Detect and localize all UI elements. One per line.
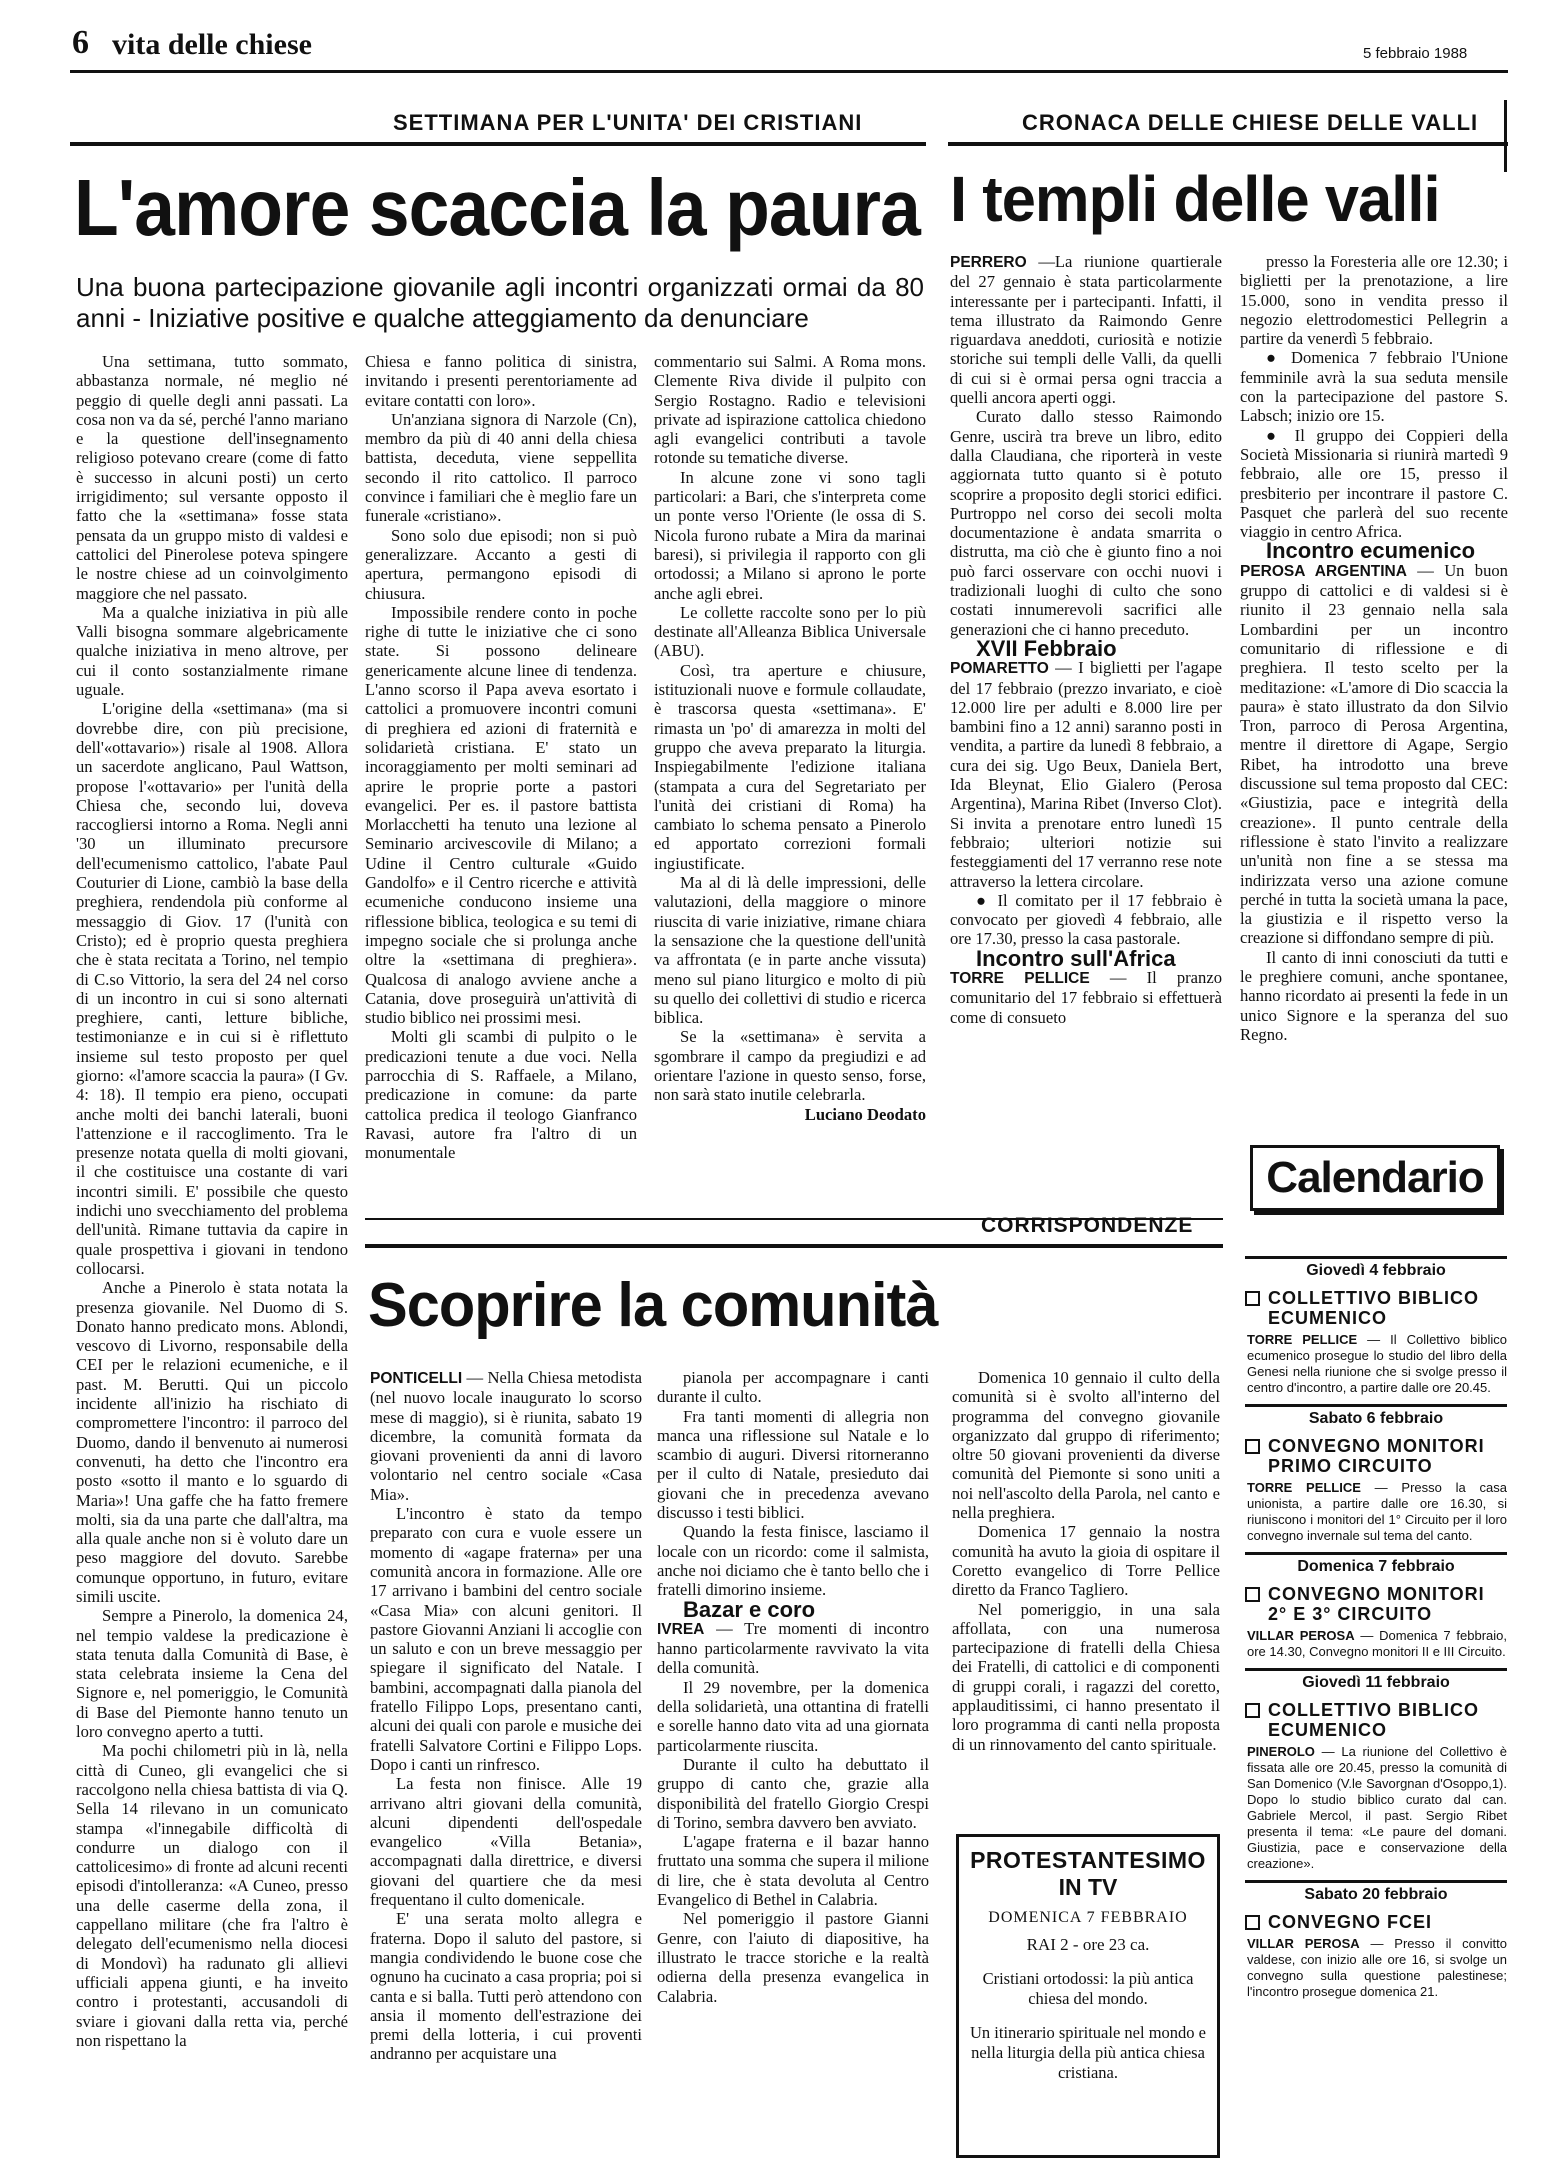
calendar-day: Sabato 20 febbraio: [1245, 1880, 1507, 1906]
paragraph-text: E' una serata molto allegra e fraterna. Dopo il saluto del pastore, si mangia condividendo le buone cose che ognuno ha cucinato a casa propria; poi si canta e si balla. Tutti però attendono con ansia il momento dell'estrazione dei premi della lotteria, i cui proventi andranno per acquistare una: [370, 1909, 642, 2064]
calendar-place: PINEROLO: [1247, 1744, 1315, 1759]
calendar-event: [1245, 1584, 1507, 1624]
page-number: 6: [72, 24, 89, 61]
main-kicker-rule: [70, 142, 926, 146]
paragraph: [1240, 348, 1508, 425]
subheading: Bazar e coro: [683, 1596, 816, 1622]
paragraph-text: Durante il culto ha debuttato il gruppo di canto che, grazie alla disponibilità del fratello Giorgio Crespi di Torino, sembra davvero ben avviato.: [657, 1754, 929, 1832]
calendar-day: Sabato 6 febbraio: [1245, 1404, 1507, 1430]
author-signature: Luciano Deodato: [804, 1104, 926, 1124]
calendar-day: Giovedì 4 febbraio: [1245, 1256, 1507, 1282]
issue-date: 5 febbraio 1988: [1363, 45, 1468, 62]
calendar-text: — La riunione del Collettivo è fissata alle ore 20.45, presso la comunità di San Domenico (V.le Savorgnan d'Osoppo,1). Dopo lo studio biblico curato dal can. Gabriele Mercol, il past. Sergio Ribet presenta il tema: «Le paure del domani. Giustizia, pace e conservazione della creazione».: [1247, 1744, 1507, 1871]
main-kicker: SETTIMANA PER L'UNITA' DEI CRISTIANI: [393, 110, 863, 135]
masthead-rule: [70, 70, 1508, 73]
main-subheadline: Una buona partecipazione giovanile agli incontri organizzati ormai da 80 anni - Iniziative positive e qualche atteggiamento da denunciare: [76, 272, 924, 333]
calendar-event-title: CONVEGNO MONITORI 2° E 3° CIRCUITO: [1268, 1584, 1485, 1624]
paragraph-text: L'incontro è stato da tempo preparato con cura e vuole essere un momento di «agape fraterna» per una comunità ancora in formazione. Alle ore 17 arrivano i bambini del centro sociale «Casa Mia» con alcuni genitori. Il pastore Giovanni Anziani li accoglie con un saluto e con un breve messaggio per spiegare il significato del Natale. I bambini, accompagnati dalla pianola del fratello Filippo Lops, presentano canti, alcuni dei quali con parole e musiche dei fratelli Salvatore Cortini e Filippo Lops. Dopo i canti un rinfresco.: [370, 1504, 642, 1774]
calendar-event-title: CONVEGNO MONITORI PRIMO CIRCUITO: [1268, 1436, 1485, 1476]
paragraph: [657, 1522, 929, 1599]
calendar-event: [1245, 1436, 1507, 1476]
tv-channel: RAI 2 - ore 23 ca.: [1026, 1935, 1150, 1954]
place-name: TORRE PELLICE: [950, 969, 1090, 987]
paragraph: [657, 1368, 929, 1407]
paragraph-text: — Un buon gruppo di cattolici e di valdesi si è riunito il 23 gennaio nella sala Lombardini per un incontro comunitario di riflessione e di preghiera. Il testo scelto per la meditazione: «L'amore di Dio scaccia la paura» è stato illustrato da don Silvio Tron, parroco di Perosa Argentina, mentre il direttore di Agape, Sergio Ribet, ha introdotto una breve discussione sul tema proposto dal CEC: «Giustizia, pace e integrità della creazione». Il punto centrale della riflessione è stato l'invito a realizzare un'unità non fine a se stessa ma indirizzata verso una azione comune perché in tutta la società umana la pace, la giustizia e il rispetto verso la creazione si diffondano sempre di più.: [1240, 560, 1508, 948]
tv-date: DOMENICA 7 FEBBRAIO: [988, 1909, 1188, 1926]
checkbox-icon: [1245, 1587, 1260, 1602]
valli-column-2: [1240, 252, 1508, 1082]
subheading: Incontro ecumenico: [1266, 538, 1476, 564]
paragraph: Una settimana, tutto sommato, abbastanza normale, né meglio né peggio di quelle degli anni passati. La cosa non va da sé, perché l'anno mariano e la questione dell'insegnamento religioso potevano creare (come di fatto è successo in alcuni posti) un certo irrigidimento; sul versante opposto il fatto che la «settimana» fosse stata pensata da un gruppo misto di valdesi e cattolici del Pinerolese poteva spingere le nostre chiese ad un coinvolgimento maggiore che nel passato.: [76, 352, 348, 603]
paragraph: [952, 1522, 1220, 1599]
checkbox-icon: [1245, 1915, 1260, 1930]
valli-kicker-rule: [948, 142, 1508, 146]
calendar-text: — Presso la casa unionista, a partire dalle ore 16.30, si riuniscono i monitori del 1° Circuito per il loro convegno invernale sul tema del canto.: [1247, 1480, 1507, 1543]
paragraph: [952, 1368, 1220, 1522]
paragraph-text: —La riunione quartierale del 27 gennaio è stata particolarmente interessante per i partecipanti. Infatti, il tema illustrato da Raimondo Genre riguardava aneddoti, curiosità e notizie storiche sui templi delle Valli, da quelli di cui si è ormai persa ogni traccia a quelli ancora aperti oggi.: [950, 252, 1222, 408]
calendar-event: [1245, 1912, 1507, 1932]
paragraph-text: La festa non finisce. Alle 19 arrivano altri giovani della comunità, alcuni dipendenti dell'ospedale evangelico «Villa Betania», accompagnati dalla direttrice, e diversi giovani del quartiere che da mesi frequentano il culto domenicale.: [370, 1774, 642, 1910]
paragraph: [950, 658, 1222, 891]
calendar-description: [1245, 1628, 1507, 1660]
paragraph: [950, 252, 1222, 407]
paragraph-text: Il 29 novembre, per la domenica della solidarietà, una ottantina di fratelli e sorelle hanno dato vita ad una giornata particolarmente riuscita.: [657, 1677, 929, 1755]
main-column-3: [654, 352, 926, 1210]
paragraph-text: Nel pomeriggio, in una sala affollata, con una numerosa partecipazione di fratelli della Chiesa dei Fratelli, di cattolici e di componenti di gruppi corali, i ragazzi del coretto, applauditissimi, ci hanno presentato il loro programma di canti nella proposta di un rinnovamento del canto spirituale.: [952, 1599, 1220, 1754]
paragraph: In alcune zone vi sono tagli particolari: a Bari, che s'interpreta come un ponte verso l'Oriente (le ossa di S. Nicola furono rubate a Mira da marinai baresi), si privilegia il rapporto con gli ortodossi; a Milano si aprono le porte anche agli ebrei.: [654, 467, 926, 603]
tv-paragraph-2: Un itinerario spirituale nel mondo e nella liturgia della più antica chiesa cristiana.: [970, 2023, 1206, 2082]
paragraph: Ma a qualche iniziativa in più alle Valli bisogna sommare algebricamente qualche iniziativa in meno altrove, per cui il conto sostanzialmente rimane uguale.: [76, 602, 348, 700]
paragraph: Molti gli scambi di pulpito o le predicazioni tenute a due voci. Nella parrocchia di S. Raffaele, a Milano, predicazione in comune: da parte cattolica predica il teologo Gianfranco Ravasi, autore fra l'altro di un monumentale: [365, 1027, 637, 1163]
subheading: Incontro sull'Africa: [976, 945, 1176, 971]
tv-title-2: IN TV: [1058, 1874, 1118, 1900]
place-name: PEROSA ARGENTINA: [1240, 562, 1407, 580]
corr-headline: Scoprire la comunità: [368, 1271, 938, 1340]
paragraph-text: presso la Foresteria alle ore 12.30; i biglietti per la prenotazione, a lire 15.000, sono in vendita presso il negozio elettrodomestici Pellegrin a partire da venerdì 5 febbraio.: [1240, 252, 1508, 349]
valli-headline: I templi delle valli: [950, 163, 1440, 235]
paragraph: Le collette raccolte sono per lo più destinate all'Alleanza Biblica Universale (ABU).: [654, 602, 926, 661]
paragraph: [657, 1832, 929, 1909]
calendar-place: VILLAR PEROSA: [1247, 1628, 1355, 1643]
corr-kicker: CORRISPONDENZE: [981, 1214, 1194, 1237]
calendar-event-title: COLLETTIVO BIBLICO ECUMENICO: [1268, 1288, 1479, 1328]
calendar-place: VILLAR PEROSA: [1247, 1936, 1360, 1951]
corr-column-3: [952, 1368, 1220, 1818]
calendar-text: — Presso il convitto valdese, con inizio alle ore 16, si svolge un convegno sulla questione palestinese; l'incontro prosegue domenica 21.: [1247, 1936, 1507, 1999]
paragraph: [657, 1619, 929, 1678]
paragraph: Impossibile rendere conto in poche righe di tutte le iniziative che ci sono state. Si possono delineare genericamente alcune linee di tendenza. L'anno scorso il Papa aveva esortato i cattolici a promuovere incontri comuni di preghiera ed azioni di fraternità e solidarietà cristiana. E' stato un incoraggiamento per molti seminari ad aprire le proprie porte a pastori evangelici. Per es. il pastore battista Morlacchetti ha tenuto una lezione al Seminario arcivescovile di Milano; a Udine il Centro culturale «Guido Gandolfo» e il Centro ricerche e attività ecumeniche conducono insieme una riflessione biblica, teologica e su temi di impegno sociale che si prolunga anche oltre la «settimana di preghiera». Qualcosa di analogo avviene anche a Catania, dove proseguirà un'attività di studio biblico nei prossimi mesi.: [365, 602, 637, 1028]
place-name: IVREA: [657, 1620, 705, 1638]
calendar-text: — Domenica 7 febbraio, ore 14.30, Convegno monitori II e III Circuito.: [1247, 1628, 1507, 1659]
paragraph: Sempre a Pinerolo, la domenica 24, nel tempio valdese la predicazione è stata tenuta dalla Comunità di Base, è stata celebrata insieme la Cena del Signore e, nel pomeriggio, le Comunità di Base del Piemonte hanno tenuto un loro convegno aperto a tutti.: [76, 1606, 348, 1742]
calendar-text: — Il Collettivo biblico ecumenico prosegue lo studio del libro della Genesi nella riunione che si svolge presso il centro d'incontro, a partire dalle ore 20.45.: [1247, 1332, 1507, 1395]
paragraph: Chiesa e fanno politica di sinistra, invitando i presenti perentoriamente ad evitare contatti con loro».: [365, 352, 637, 410]
paragraph: Se la «settimana» è servita a sgombrare il campo da pregiudizi e ad orientare l'azione in questo senso, forse, non sarà stato inutile celebrarla.: [654, 1027, 926, 1105]
valli-side-rule: [1504, 100, 1507, 172]
paragraph: [370, 1909, 642, 2063]
calendar-day: Giovedì 11 febbraio: [1245, 1668, 1507, 1694]
calendar-entry: [1245, 1404, 1507, 1544]
paragraph-text: — I biglietti per l'agape del 17 febbraio (prezzo invariato, e cioè 12.000 lire per adulti e 8.000 lire per bambini fino a 12 anni) saranno posti in vendita, a partire da lunedì 8 febbraio, a cura dei sig. Ugo Beux, Daniela Bert, Ida Bleynat, Elio Gialero (Perosa Argentina), Marina Ribet (Inverso Clot). Si invita a prenotare entro lunedì 15 febbraio; ulteriori notizie sui festeggiamenti del 17 verranno rese note attraverso la lettera circolare.: [950, 658, 1222, 891]
calendar-list: [1245, 1250, 1507, 2150]
paragraph: [657, 1755, 929, 1832]
calendar-day: Domenica 7 febbraio: [1245, 1552, 1507, 1578]
paragraph: [370, 1368, 642, 1504]
paragraph-text: Fra tanti momenti di allegria non manca una riflessione sul Natale e lo scambio di auguri. Diversi ritorneranno per il culto di Natale, presieduto dai giovani che in precedenza avevano discusso i testi biblici.: [657, 1406, 929, 1523]
paragraph-text: Domenica 10 gennaio il culto della comunità si è svolto all'interno del programma del convegno giovanile organizzato dal gruppo di riferimento; oltre 50 giovani provenienti da diverse comunità del Piemonte si sono uniti a noi nell'ascolto della Parola, nel canto e nella preghiera.: [952, 1368, 1220, 1523]
paragraph: Ma pochi chilometri più in là, nella città di Cuneo, gli evangelici che si raccolgono nella chiesa battista di via Q. Sella 14 rilevano in un comunicato stampa «l'innegabile difficoltà di condurre un dialogo con il cattolicesimo» di fronte ad alcuni recenti episodi d'intolleranza: «A Cuneo, presso una delle caserme della zona, il cappellano militare (che fra l'altro è delegato dell'ecumenismo nella diocesi di Mondovì) ha radunato gli allievi ufficiali appena giunti, e ha inveito contro i protestanti, accusandoli di sviare i giovani dalla retta via, perché non rispettano la: [76, 1741, 348, 2050]
tv-title-1: PROTESTANTESIMO: [970, 1847, 1206, 1873]
paragraph-text: ● Domenica 7 febbraio l'Unione femminile avrà la sua seduta mensile con la partecipazione del pastore S. Labsch; inizio ore 15.: [1240, 348, 1508, 426]
paragraph-text: ● Il comitato per il 17 febbraio è convocato per giovedì 4 febbraio, alle ore 17.30, presso la casa pastorale.: [950, 890, 1222, 949]
calendar-description: [1245, 1480, 1507, 1544]
paragraph: [950, 968, 1222, 1027]
paragraph-text: Quando la festa finisce, lasciamo il locale con un ricordo: come il salmista, anche noi diciamo che è tanto bello che i fratelli dimorino insieme.: [657, 1522, 929, 1600]
valli-kicker: CRONACA DELLE CHIESE DELLE VALLI: [1022, 110, 1479, 135]
paragraph: Sono solo due episodi; non si può generalizzare. Accanto a gesti di apertura, permangono episodi di chiusura.: [365, 525, 637, 603]
paragraph: Così, tra aperture e chiusure, istituzionali nuove e formule collaudate, è trascorsa questa «settimana». E' rimasta un 'po' di amarezza in molti del gruppo che aveva preparato la liturgia. Inspiegabilmente l'edizione italiana (stampata a cura del Segretariato per l'unità dei cristiani di Roma) ha cambiato lo schema pensato a Pinerolo ed apportato correzioni formali ingiustificate.: [654, 660, 926, 873]
calendar-title: Calendario: [1266, 1153, 1484, 1202]
calendar-description: [1245, 1332, 1507, 1396]
paragraph-text: pianola per accompagnare i canti durante il culto.: [657, 1368, 929, 1407]
place-name: PERRERO: [950, 254, 1027, 271]
calendar-entry: [1245, 1256, 1507, 1396]
paragraph: [657, 1909, 929, 2005]
paragraph: [1240, 561, 1508, 948]
paragraph: commentario sui Salmi. A Roma mons. Clemente Riva divide il pulpito con Sergio Rostagno. Radio e televisioni private ad ispirazione cattolica chiedono agli evangelici contributi a tavole rotonde su tematiche diverse.: [654, 352, 926, 468]
main-headline: L'amore scaccia la paura: [74, 163, 920, 252]
paragraph-text: — Nella Chiesa metodista (nel nuovo locale inaugurato lo scorso mese di maggio), si è riunita, sabato 19 dicembre, la comunità formata da giovani provenienti da anni di lavoro volontario nel centro sociale «Casa Mia».: [370, 1368, 642, 1504]
calendar-description: [1245, 1936, 1507, 2000]
paragraph: [370, 1504, 642, 1774]
paragraph: Un'anziana signora di Narzole (Cn), membro da più di 40 anni della chiesa battista, deceduta, viene seppellita secondo il rito cattolico. Il parroco convince i familiari che è meglio fare un funerale «cristiano».: [365, 409, 637, 526]
paragraph: Anche a Pinerolo è stata notata la presenza giovanile. Nel Duomo di S. Donato hanno predicato mons. Ablondi, vescovo di Livorno, responsabile della CEI per le relazioni ecumeniche, e il past. M. Berutti. Qui un piccolo incidente all'inizio ha rischiato di compromettere l'incontro: il parroco del Duomo, dando il benvenuto ai numerosi convenuti, ha detto che l'incontro era posto «sotto il manto e lo sguardo di Maria»! Una gaffe che ha fatto fremere molti, sia da una parte che dall'altra, ma alla quale anche non si è voluto dare un peso maggiore del dovuto. Sarebbe comunque opportuno, in futuro, evitare simili uscite.: [76, 1278, 348, 1606]
tv-box: [956, 1834, 1220, 2158]
paragraph: [1240, 252, 1508, 348]
checkbox-icon: [1245, 1439, 1260, 1454]
calendar-entry: [1245, 1880, 1507, 2000]
paragraph: [657, 1407, 929, 1523]
paragraph: Ma al di là delle impressioni, delle valutazioni, della maggiore o minore riuscita di varie iniziative, rimane chiara la sensazione che la questione dell'unità va affrontata (e in parte anche vissuta) meno sul piano liturgico e molto di più su quello dei collettivi di studio e ricerca biblica.: [654, 873, 926, 1028]
corr-column-2: [657, 1368, 929, 2163]
paragraph-text: ● Il gruppo dei Coppieri della Società Missionaria si riunirà martedì 9 febbraio, alle ore 15, presso il presbiterio per incontrare il pastore C. Pasquet che parlerà del suo recente viaggio in centro Africa.: [1240, 425, 1508, 542]
paragraph-text: Nel pomeriggio il pastore Gianni Genre, con l'aiuto di diapositive, ha illustrato le tracce storiche e la realtà odierna della presenza evangelica in Calabria.: [657, 1909, 929, 2006]
paragraph: [950, 407, 1222, 639]
corr-column-1: [370, 1368, 642, 2163]
paragraph: [1240, 948, 1508, 1044]
corr-kicker-rule: [365, 1244, 1223, 1248]
paragraph: [370, 1774, 642, 1909]
calendar-entry: [1245, 1668, 1507, 1872]
paragraph: [1240, 426, 1508, 542]
subheading: XVII Febbraio: [976, 635, 1117, 661]
paragraph: [657, 1678, 929, 1755]
section-title: vita delle chiese: [112, 28, 312, 61]
calendar-description: [1245, 1744, 1507, 1872]
calendar-title-box: [1250, 1145, 1500, 1211]
calendar-event: [1245, 1700, 1507, 1740]
calendar-place: TORRE PELLICE: [1247, 1480, 1361, 1495]
paragraph: [952, 1600, 1220, 1754]
valli-column-1: [950, 252, 1222, 1172]
paragraph-text: Il canto di inni conosciuti da tutti e le preghiere comuni, anche spontanee, hanno ricordato ai presenti la fede in un unico Signore e la speranza del suo Regno.: [1240, 947, 1508, 1044]
paragraph-text: — Tre momenti di incontro hanno particolarmente ravvivato la vita della comunità.: [657, 1618, 929, 1678]
main-column-1: [76, 352, 348, 2164]
paragraph-text: L'agape fraterna e il bazar hanno fruttato una somma che supera il milione di lire, che è stata devoluta al Centro Evangelico di Bethel in Calabria.: [657, 1832, 929, 1910]
checkbox-icon: [1245, 1291, 1260, 1306]
main-column-2: [365, 352, 637, 1210]
calendar-entry: [1245, 1552, 1507, 1660]
calendar-event: [1245, 1288, 1507, 1328]
calendar-place: TORRE PELLICE: [1247, 1332, 1358, 1347]
paragraph-text: Domenica 17 gennaio la nostra comunità ha avuto la gioia di ospitare il Coretto evangelico di Torre Pellice diretto da Franco Tagliero.: [952, 1522, 1220, 1600]
calendar-event-title: COLLETTIVO BIBLICO ECUMENICO: [1268, 1700, 1479, 1740]
tv-paragraph-1: Cristiani ortodossi: la più antica chiesa del mondo.: [982, 1969, 1194, 2008]
paragraph-text: — Il pranzo comunitario del 17 febbraio si effettuerà come di consueto: [950, 967, 1222, 1027]
place-name: PONTICELLI: [370, 1370, 463, 1387]
place-name: POMARETTO: [950, 660, 1049, 678]
paragraph-text: Curato dallo stesso Raimondo Genre, uscirà tra breve un libro, edito dalla Claudiana, che riporterà in veste aggiornata tutto quanto si è potuto scoprire a proposito degli storici edifici. Purtroppo nel corso dei secoli molta documentazione è andata smarrita o distrutta, ma ciò che è giunto fino a noi può farci osservare con occhi nuovi i tradizionali luoghi di culto che sono costati innumerevoli sacrifici alle generazioni che ci hanno preceduto.: [950, 407, 1222, 639]
calendar-event-title: CONVEGNO FCEI: [1268, 1912, 1433, 1932]
paragraph: [950, 891, 1222, 949]
paragraph: L'origine della «settimana» (ma si dovrebbe dire, con più precisione, dell'«ottavario») risale al 1908. Allora un sacerdote anglicano, Paul Wattson, propose l'«ottavario» per l'unità della Chiesa che, secondo lui, doveva raccogliersi intorno a Roma. Negli anni '30 un illuminato precursore dell'ecumenismo cattolico, l'abate Paul Couturier di Lione, cambiò la base della preghiera, rendendola più conforme al messaggio di Giov. 17 (l'unità con Cristo); ed è proprio questa preghiera che è stata recitata a Torino, nel tempio di C.so Vittorio, la sera del 24 nel corso di un incontro in cui si sono alternati preghiere, canti, letture bibliche, testimonianze e in cui si è riflettuto insieme sul testo proposto per quel giorno: «l'amore scaccia la paura» (I Gv. 4: 18). Il tempio era pieno, occupati anche molti dei banchi laterali, buoni l'attenzione e il raccoglimento. Tra le presenze notata quella di molti giovani, il che costituisce una costante di vari incontri simili. E' possibile che questo indichi uno svecchiamento del problema dell'unità. Rimane tuttavia da capire in quale prospettiva i giovani in tendono collocarsi.: [76, 699, 348, 1278]
checkbox-icon: [1245, 1703, 1260, 1718]
